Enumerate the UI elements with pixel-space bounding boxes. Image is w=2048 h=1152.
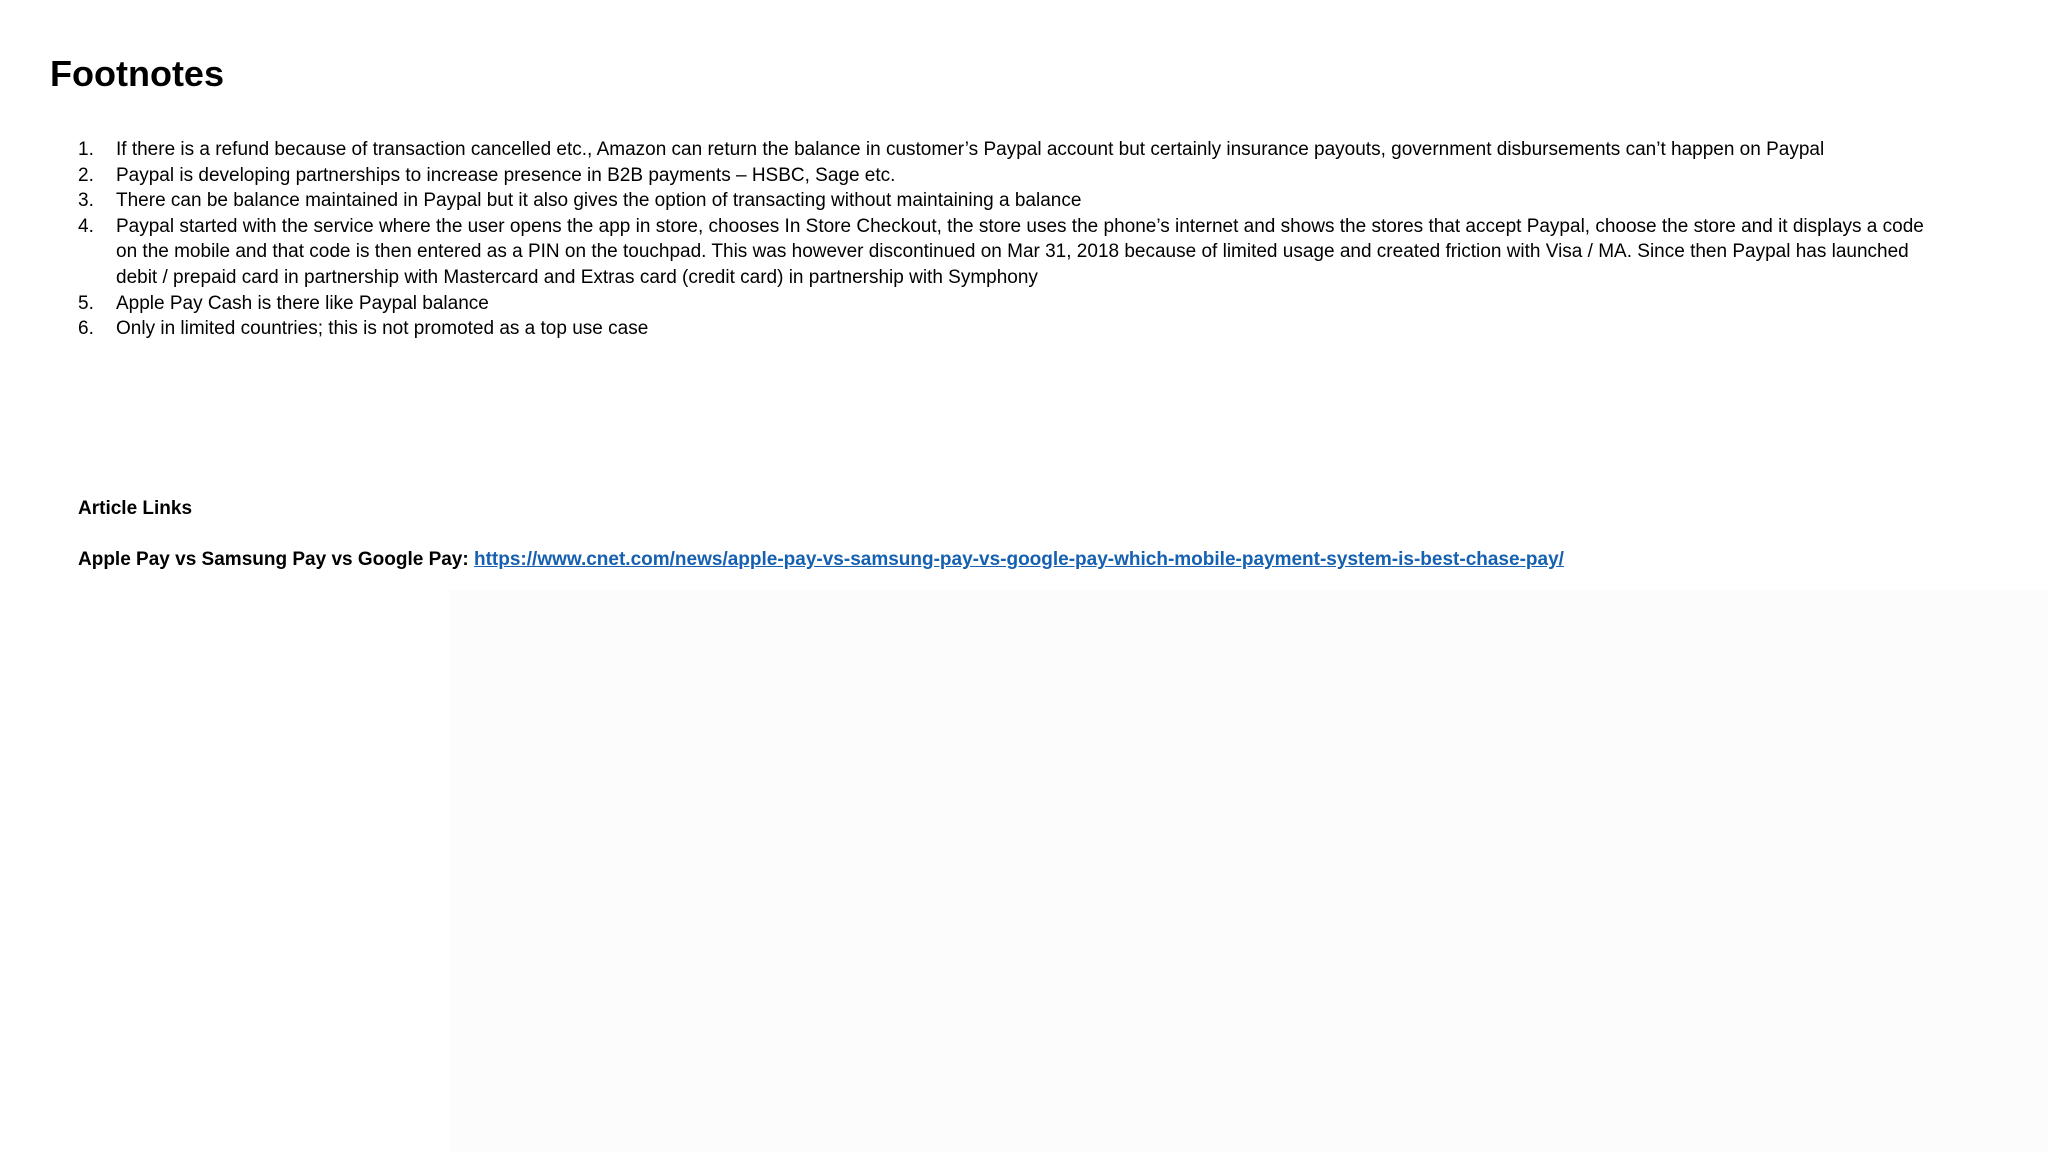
footnote-item-3 [78,188,1948,214]
footnote-item-2 [78,163,1948,189]
footnote-number: 5. [78,292,94,314]
page-title: Footnotes [50,53,224,94]
footnotes-list [78,137,1948,342]
footnote-item-4 [78,214,1948,291]
footnote-text: There can be balance maintained in Paypal but it also gives the option of transacting without maintaining a balance [116,190,1082,212]
footnote-number: 4. [78,215,94,237]
article-links-heading: Article Links [78,498,193,519]
footnote-item-1 [78,137,1948,163]
footnote-item-5 [78,291,1948,317]
footnote-number: 6. [78,318,94,340]
article-link-label: Apple Pay vs Samsung Pay vs Google Pay: [78,549,469,570]
footnote-text: Apple Pay Cash is there like Paypal balance [116,292,489,314]
article-link-row [78,547,1564,572]
background-panel [450,590,2048,1152]
footnote-item-6 [78,316,1948,342]
footnote-text: Paypal is developing partnerships to increase presence in B2B payments – HSBC, Sage etc. [116,164,896,186]
footnote-text: Paypal started with the service where the user opens the app in store, chooses In Store Checkout, the store uses the phone’s internet and shows the stores that accept Paypal, choose the store and it displays a code on the mobile and that code is then entered as a PIN on the touchpad. This was however discontinued on Mar 31, 2018 because of limited usage and created friction with Visa / MA. Since then Paypal has launched debit / prepaid card in partnership with Mastercard and Extras card (credit card) in partnership with Symphony [116,215,1924,288]
footnote-number: 1. [78,139,94,160]
footnote-number: 3. [78,190,94,212]
article-link[interactable]: https://www.cnet.com/news/apple-pay-vs-samsung-pay-vs-google-pay-which-mobile-payment-system-is-best-chase-pay/ [474,549,1564,570]
footnote-text: Only in limited countries; this is not promoted as a top use case [116,318,649,340]
footnote-number: 2. [78,164,94,186]
footnote-text: If there is a refund because of transaction cancelled etc., Amazon can return the balance in customer’s Paypal account but certainly insurance payouts, government disbursements can’t happen on Paypal [116,139,1825,160]
